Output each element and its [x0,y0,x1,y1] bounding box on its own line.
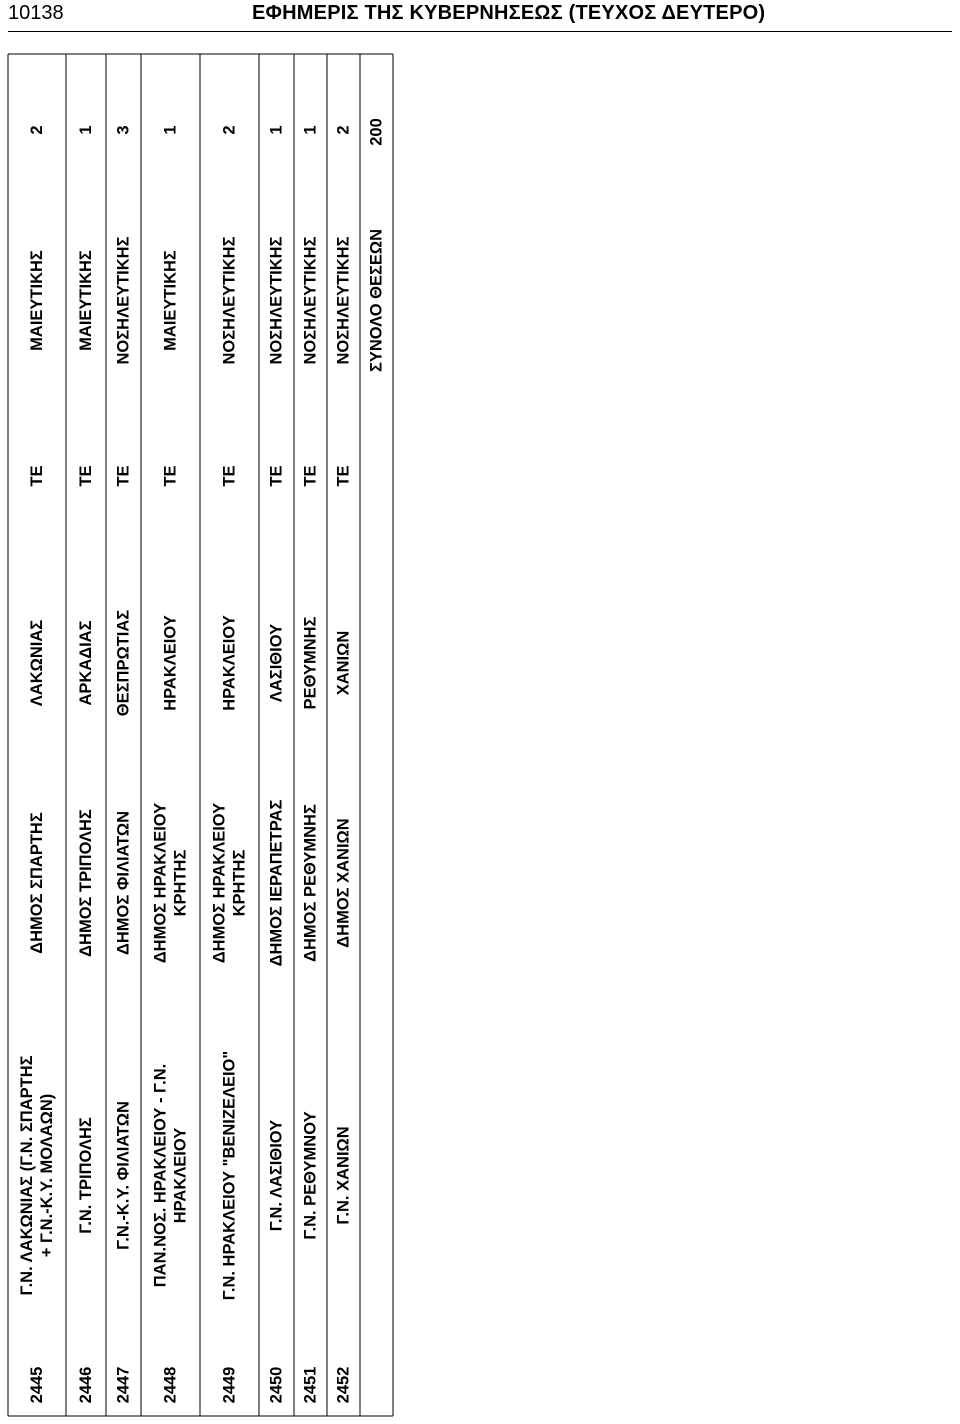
total-label: ΣΥΝΟΛΟ ΘΕΣΕΩΝ [367,228,386,373]
cell-specialty: ΝΟΣΗΛΕΥΤΙΚΗΣ [334,236,353,365]
cell-category: ΤΕ [28,465,46,487]
cell-specialty: ΝΟΣΗΛΕΥΤΙΚΗΣ [267,236,286,365]
cell-code: 2448 [161,1366,180,1404]
cell-category: ΤΕ [220,465,239,487]
cell-municipality: ΔΗΜΟΣ ΗΡΑΚΛΕΙΟΥ [210,802,229,964]
cell-code: 2445 [28,1366,46,1404]
cell-region: ΧΑΝΙΩΝ [334,630,353,696]
cell-unit: Γ.Ν. ΤΡΙΠΟΛΗΣ [77,1117,95,1234]
cell-positions: 2 [28,125,46,135]
cell-unit: Γ.Ν. ΡΕΘΥΜΝΟΥ [301,1111,320,1240]
cell-positions: 1 [267,125,286,135]
cell-category: ΤΕ [267,465,286,487]
cell-specialty: ΜΑΙΕΥΤΙΚΗΣ [161,250,180,351]
cell-positions: 1 [301,125,320,135]
cell-region: ΡΕΘΥΜΝΗΣ [301,616,320,710]
cell-unit: Γ.Ν. ΛΑΣΙΘΙΟΥ [267,1119,286,1232]
cell-code: 2447 [114,1366,133,1404]
cell-specialty: ΝΟΣΗΛΕΥΤΙΚΗΣ [220,236,239,365]
cell-municipality: ΔΗΜΟΣ ΤΡΙΠΟΛΗΣ [77,809,95,957]
cell-municipality: ΔΗΜΟΣ ΣΠΑΡΤΗΣ [28,812,46,954]
cell-municipality: ΔΗΜΟΣ ΙΕΡΑΠΕΤΡΑΣ [267,799,286,967]
cell-municipality: ΚΡΗΤΗΣ [171,849,190,917]
cell-region: ΘΕΣΠΡΩΤΙΑΣ [114,609,133,717]
cell-region: ΛΑΚΩΝΙΑΣ [28,619,46,707]
cell-category: ΤΕ [334,465,353,487]
cell-municipality: ΔΗΜΟΣ ΧΑΝΙΩΝ [334,818,353,948]
cell-municipality: ΚΡΗΤΗΣ [230,849,249,917]
cell-unit: Γ.Ν. ΗΡΑΚΛΕΙΟΥ "ΒΕΝΙΖΕΛΕΙΟ" [220,1050,239,1301]
cell-municipality: ΔΗΜΟΣ ΡΕΘΥΜΝΗΣ [301,804,320,962]
cell-unit: Γ.Ν. ΛΑΚΩΝΙΑΣ (Γ.Ν. ΣΠΑΡΤΗΣ [18,1055,36,1296]
cell-unit: + Γ.Ν.-Κ.Υ. ΜΟΛΑΩΝ) [38,1093,56,1258]
cell-region: ΑΡΚΑΔΙΑΣ [77,620,95,706]
cell-municipality: ΔΗΜΟΣ ΗΡΑΚΛΕΙΟΥ [151,802,170,964]
cell-code: 2451 [301,1366,320,1404]
cell-unit: Γ.Ν.-Κ.Υ. ΦΙΛΙΑΤΩΝ [114,1101,133,1250]
cell-municipality: ΔΗΜΟΣ ΦΙΛΙΑΤΩΝ [114,810,133,956]
gazette-title: ΕΦΗΜΕΡΙΣ ΤΗΣ ΚΥΒΕΡΝΗΣΕΩΣ (ΤΕΥΧΟΣ ΔΕΥΤΕΡΟ) [252,2,766,24]
cell-category: ΤΕ [161,465,180,487]
cell-category: ΤΕ [77,465,95,487]
cell-unit: ΗΡΑΚΛΕΙΟΥ [171,1127,190,1224]
cell-region: ΗΡΑΚΛΕΙΟΥ [220,615,239,711]
cell-positions: 2 [334,125,353,135]
cell-category: ΤΕ [301,465,320,487]
cell-code: 2450 [267,1366,286,1404]
cell-region: ΛΑΣΙΘΙΟΥ [267,623,286,703]
cell-positions: 1 [77,125,95,135]
cell-specialty: ΜΑΙΕΥΤΙΚΗΣ [28,250,46,351]
cell-unit: Γ.Ν. ΧΑΝΙΩΝ [334,1126,353,1225]
total-value: 200 [367,118,386,146]
cell-positions: 2 [220,125,239,135]
cell-code: 2449 [220,1366,239,1404]
cell-code: 2446 [77,1366,95,1404]
cell-positions: 3 [114,125,133,135]
cell-specialty: ΝΟΣΗΛΕΥΤΙΚΗΣ [301,236,320,365]
cell-specialty: ΜΑΙΕΥΤΙΚΗΣ [77,250,95,351]
cell-specialty: ΝΟΣΗΛΕΥΤΙΚΗΣ [114,236,133,365]
cell-unit: ΠΑΝ.ΝΟΣ. ΗΡΑΚΛΕΙΟΥ - Γ.Ν. [151,1063,170,1288]
cell-region: ΗΡΑΚΛΕΙΟΥ [161,615,180,711]
cell-category: ΤΕ [114,465,133,487]
cell-positions: 1 [161,125,180,135]
page-number: 10138 [8,2,64,24]
cell-code: 2452 [334,1366,353,1404]
